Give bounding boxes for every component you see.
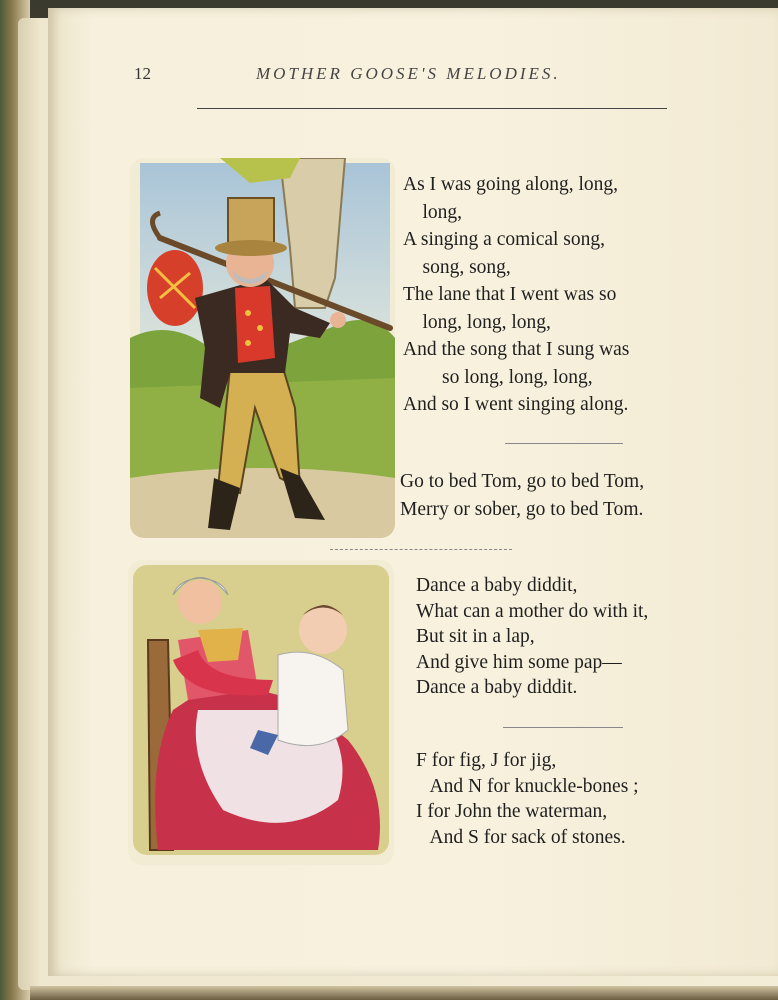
book-bottom-edge: [30, 986, 778, 1000]
verse-divider: [505, 443, 623, 444]
verse-line: Dance a baby diddit,: [416, 575, 578, 596]
verse-dance-baby: [416, 573, 736, 701]
header-rule: [197, 108, 667, 109]
verse-divider: [503, 727, 623, 728]
verse-line: But sit in a lap,: [416, 626, 535, 647]
verse-line: And S for sack of stones.: [416, 826, 626, 848]
running-head: MOTHER GOOSE'S MELODIES.: [256, 64, 561, 83]
verse-line: I for John the waterman,: [416, 801, 608, 822]
verse-line: Dance a baby diddit.: [416, 677, 578, 698]
illustration-mother-baby: [128, 560, 394, 865]
verse-bed-tom: [400, 468, 730, 523]
verse-line: A singing a comical song,: [403, 229, 606, 250]
verse-line: F for fig, J for jig,: [416, 750, 557, 771]
page-number: 12: [134, 64, 151, 83]
verse-line: Go to bed Tom, go to bed Tom,: [400, 471, 645, 492]
verse-line: And so I went singing along.: [403, 394, 629, 415]
verse-line: Merry or sober, go to bed Tom.: [400, 498, 644, 520]
verse-line: What can a mother do with it,: [416, 600, 649, 622]
verse-line: song, song,: [403, 256, 511, 278]
verse-fig-jig: [416, 748, 736, 850]
verse-line: long, long, long,: [403, 311, 551, 333]
walking-man-image: [130, 158, 395, 538]
verse-going-along: [403, 171, 733, 419]
verse-line: long,: [403, 201, 463, 223]
verse-line: The lane that I went was so: [403, 284, 617, 305]
verse-line: And give him some pap—: [416, 651, 622, 673]
illustration-walking-man: [130, 158, 395, 538]
verse-line: so long, long, long,: [403, 366, 593, 388]
mother-baby-image: [128, 560, 394, 865]
verse-line: And the song that I sung was: [403, 339, 630, 360]
verse-line: As I was going along, long,: [403, 174, 619, 195]
verse-line: And N for knuckle-bones ;: [416, 775, 639, 797]
section-divider: [330, 549, 512, 550]
